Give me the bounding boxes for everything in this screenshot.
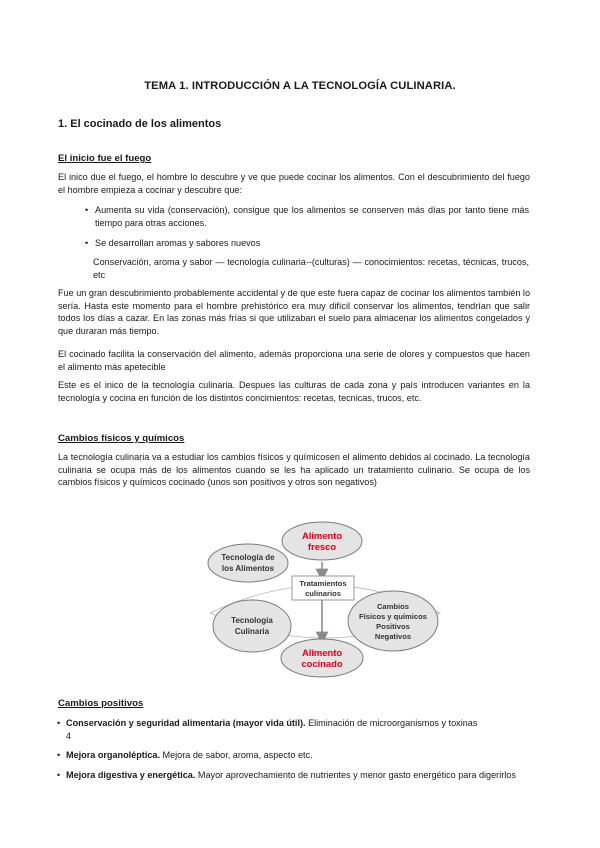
- changes-label-2: Físicos y químicos: [359, 612, 427, 621]
- culinary-technology-label-1: Tecnología: [231, 616, 273, 625]
- bullet-text: Aumenta su vida (conservación), consigue que los alimentos se conserven más días por tanto tiene más tiempo para otras acciones.: [95, 205, 529, 228]
- bullet-item: [85, 204, 529, 229]
- item-text: Eliminación de microorganismos y toxinas: [305, 718, 478, 728]
- subheading-cambios-positivos: Cambios positivos: [58, 698, 144, 709]
- page-title: TEMA 1. INTRODUCCIÓN A LA TECNOLOGÍA CULINARIA.: [144, 80, 456, 92]
- item-bold-label: Mejora organoléptica.: [66, 750, 160, 760]
- indented-paragraph: Conservación, aroma y sabor — tecnología culinaria--(culturas) — conocimientos: recetas, técnicas, trucos, etc: [93, 257, 529, 280]
- bullet-dot: •: [85, 238, 89, 248]
- fresh-food-label-2: fresco: [307, 541, 337, 552]
- paragraph-inicio-tecnologia: Este es el inico de la tecnología culinaria. Despues las culturas de cada zona y país introducen variantes en la tecnología y cocina en función de los distintos concimientos: recetas, tecnicas, trucos, etc.: [58, 380, 530, 403]
- paragraph-conservacion: El cocinado facilita la conservación del alimento, además proporciona una serie de olores y compuestos que hacen el alimento más apetecible: [58, 349, 530, 372]
- item-bold-label: Mejora digestiva y energética.: [66, 770, 196, 780]
- bullet-dot: •: [57, 750, 61, 760]
- item-text: Mayor aprovechamiento de nutrientes y menor gasto energético para digerirlos: [195, 770, 516, 780]
- positive-change-item: [57, 717, 530, 742]
- item-text: Mejora de sabor, aroma, aspecto etc.: [160, 750, 313, 760]
- bullet-text: Se desarrollan aromas y sabores nuevos: [95, 238, 261, 248]
- bullet-item: [85, 237, 529, 250]
- food-technology-label-2: los Alimentos: [221, 564, 275, 573]
- paragraph-cambios: La tecnología culinaria va a estudiar los cambios físicos y químicosen el alimento debidos al cocinado. La tecnología culinaria se ocupa más de los alimentos cuando se les ha aplicado un tratamiento culinario. Se ocupa de los cambios físicos y químicos cocinado (unos son positivos y otros son negativos): [58, 452, 530, 488]
- changes-ellipse: [348, 591, 438, 651]
- culinary-technology-label-2: Culinaria: [234, 627, 270, 636]
- food-technology-label-1: Tecnología de: [221, 553, 275, 562]
- culinary-diagram: [200, 518, 450, 684]
- bullet-dot: •: [57, 718, 61, 728]
- changes-label-4: Negativos: [374, 632, 412, 641]
- item-bold-label: Conservación y seguridad alimentaria (mayor vida útil).: [66, 718, 306, 728]
- bullet-dot: •: [85, 205, 89, 215]
- food-technology-ellipse: [208, 544, 288, 582]
- fresh-food-label-1: Alimento: [301, 530, 343, 541]
- positive-change-item: [57, 769, 530, 782]
- item-footnote: 4: [66, 730, 72, 741]
- changes-label-3: Positivos: [376, 622, 410, 631]
- paragraph-intro: El inico due el fuego, el hombre lo descubre y ve que puede cocinar los alimentos. Con el descubrimiento del fuego el hombre empieza a cocinar y descubre que:: [58, 172, 530, 195]
- treatments-label-2: culinarios: [305, 589, 341, 598]
- section-heading-cocinado: 1. El cocinado de los alimentos: [58, 118, 222, 130]
- bullet-dot: •: [57, 770, 61, 780]
- paragraph-descubrimiento: Fue un gran descubrimiento probablemente accidental y de que este fuera capaz de cocinar los alimentos también lo sería. Hasta este momento para el hombre prehistórico era muy difícil conservar los alimentos, tendrían que salir todos los días a cazar. En las zonas más frías si que utilizaban el suelo para almacenar los alimentos congelados y que duraran más tiempo.: [58, 288, 530, 336]
- subheading-inicio-fuego: El inicio fue el fuego: [58, 153, 152, 164]
- treatments-label-1: Tratamientos: [299, 579, 347, 588]
- subheading-cambios-fisicos: Cambios físicos y químicos: [58, 433, 185, 444]
- culinary-technology-ellipse: [213, 600, 291, 652]
- changes-label-1: Cambios: [376, 602, 410, 611]
- cooked-food-label-1: Alimento: [301, 647, 343, 658]
- cooked-food-label-2: cocinado: [301, 658, 343, 669]
- positive-change-item: [57, 749, 530, 762]
